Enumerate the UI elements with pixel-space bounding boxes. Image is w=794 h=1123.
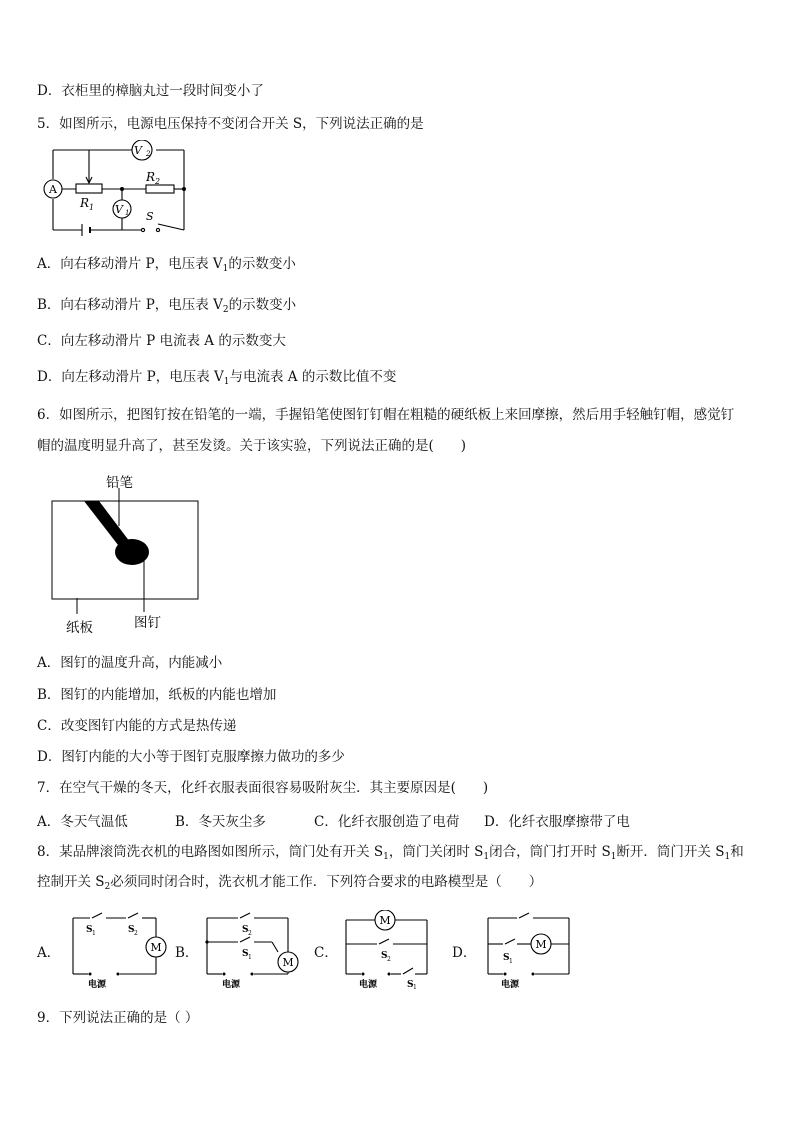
q8-stem-line1: 8．某品牌滚筒洗衣机的电路图如图所示，筒门处有开关 $S_1$，筒门关闭时 $S_1$闭合，筒门打开时 $S_1$断开．筒门开关 $S_1$和 — [37, 844, 744, 862]
q6-label-pencil: 铅笔 — [106, 475, 133, 491]
q8-circuit-a — [68, 910, 172, 990]
q6-stem-line1: 6．如图所示，把图钉按在铅笔的一端，手握铅笔使图钉钉帽在粗糙的硬纸板上来回摩擦，然后用手轻触钉帽，感觉钉 — [37, 407, 735, 423]
q8a-source-label: 电源 — [88, 980, 107, 990]
svg-text:S: S — [381, 951, 388, 961]
svg-text:2: 2 — [248, 930, 252, 937]
q7-option-a: A．冬天气温低 — [37, 814, 128, 830]
q6-option-b: B．图钉的内能增加，纸板的内能也增加 — [37, 687, 277, 703]
q8-label-c: C． — [314, 945, 338, 961]
q5-v2-label: V — [134, 144, 142, 157]
q8a-motor-label: M — [150, 941, 162, 954]
q5-option-b: B．向右移动滑片 P，电压表 $V_2$的示数变小 — [37, 297, 297, 315]
q5-v1-label: V — [115, 203, 123, 216]
q8-circuit-d — [483, 910, 583, 990]
svg-text:S: S — [86, 925, 93, 935]
q5-circuit-diagram — [38, 140, 198, 242]
q8-stem-line2: 控制开关 $S_2$必须同时闭合时，洗衣机才能工作．下列符合要求的电路模型是（ ） — [37, 874, 543, 892]
q8b-motor-label: M — [282, 956, 294, 969]
svg-text:S: S — [503, 953, 510, 963]
q7-option-c: C．化纤衣服创造了电荷 — [314, 814, 460, 830]
svg-text:S: S — [242, 949, 249, 959]
svg-text:1: 1 — [92, 930, 96, 937]
q6-label-pin: 图钉 — [134, 615, 161, 631]
svg-text:1: 1 — [509, 958, 513, 965]
svg-text:S: S — [128, 925, 135, 935]
svg-text:2: 2 — [134, 930, 138, 937]
svg-text:1: 1 — [413, 984, 417, 990]
q5-r2-sub: 2 — [155, 177, 161, 186]
q8b-source-label: 电源 — [222, 980, 241, 990]
q5-switch-label: S — [146, 210, 154, 223]
q8d-source-label: 电源 — [501, 980, 520, 990]
q8d-motor-label: M — [535, 938, 547, 951]
q8-label-a: A． — [37, 945, 61, 961]
q8-label-d: D． — [452, 945, 477, 961]
q4-option-d: D．衣柜里的樟脑丸过一段时间变小了 — [37, 83, 264, 99]
q6-pencil-pin-diagram — [48, 470, 208, 638]
q5-r1-label: R — [80, 196, 90, 210]
svg-text:S: S — [407, 980, 414, 990]
q6-option-a: A．图钉的温度升高，内能减小 — [37, 655, 223, 671]
svg-text:1: 1 — [248, 954, 252, 961]
q7-option-d: D．化纤衣服摩擦带了电 — [484, 814, 630, 830]
q7-option-b: B．冬天灰尘多 — [175, 814, 266, 830]
q5-stem: 5．如图所示，电源电压保持不变闭合开关 S，下列说法正确的是 — [37, 116, 424, 132]
q5-v2-sub: 2 — [146, 150, 151, 158]
q8-circuit-c — [341, 910, 441, 990]
q9-stem: 9．下列说法正确的是（ ） — [37, 1010, 199, 1026]
q6-option-c: C．改变图钉内能的方式是热传递 — [37, 718, 237, 734]
svg-text:2: 2 — [387, 956, 391, 963]
q6-label-board: 纸板 — [66, 620, 93, 636]
q6-option-d: D．图钉内能的大小等于图钉克服摩擦力做功的多少 — [37, 749, 345, 765]
q8-circuit-b — [202, 910, 302, 990]
q8c-motor-label: M — [379, 914, 391, 927]
q5-ammeter-label: A — [49, 183, 57, 196]
q5-option-d: D．向左移动滑片 P，电压表 $V_1$与电流表 A 的示数比值不变 — [37, 369, 397, 387]
q5-v1-sub: 1 — [125, 209, 130, 217]
q8-label-b: B． — [175, 945, 199, 961]
q6-stem-line2: 帽的温度明显升高了，甚至发烫。关于该实验，下列说法正确的是( ) — [37, 438, 467, 454]
q5-option-a: A．向右移动滑片 P，电压表 $V_1$的示数变小 — [37, 256, 296, 274]
q5-r1-sub: 1 — [89, 203, 95, 212]
q8c-source-label: 电源 — [359, 980, 378, 990]
q5-r2-label: R — [146, 170, 156, 184]
q7-stem: 7．在空气干燥的冬天，化纤衣服表面很容易吸附灰尘．其主要原因是( ) — [37, 780, 489, 796]
svg-text:S: S — [242, 925, 249, 935]
q5-option-c: C．向左移动滑片 P 电流表 A 的示数变大 — [37, 333, 286, 349]
